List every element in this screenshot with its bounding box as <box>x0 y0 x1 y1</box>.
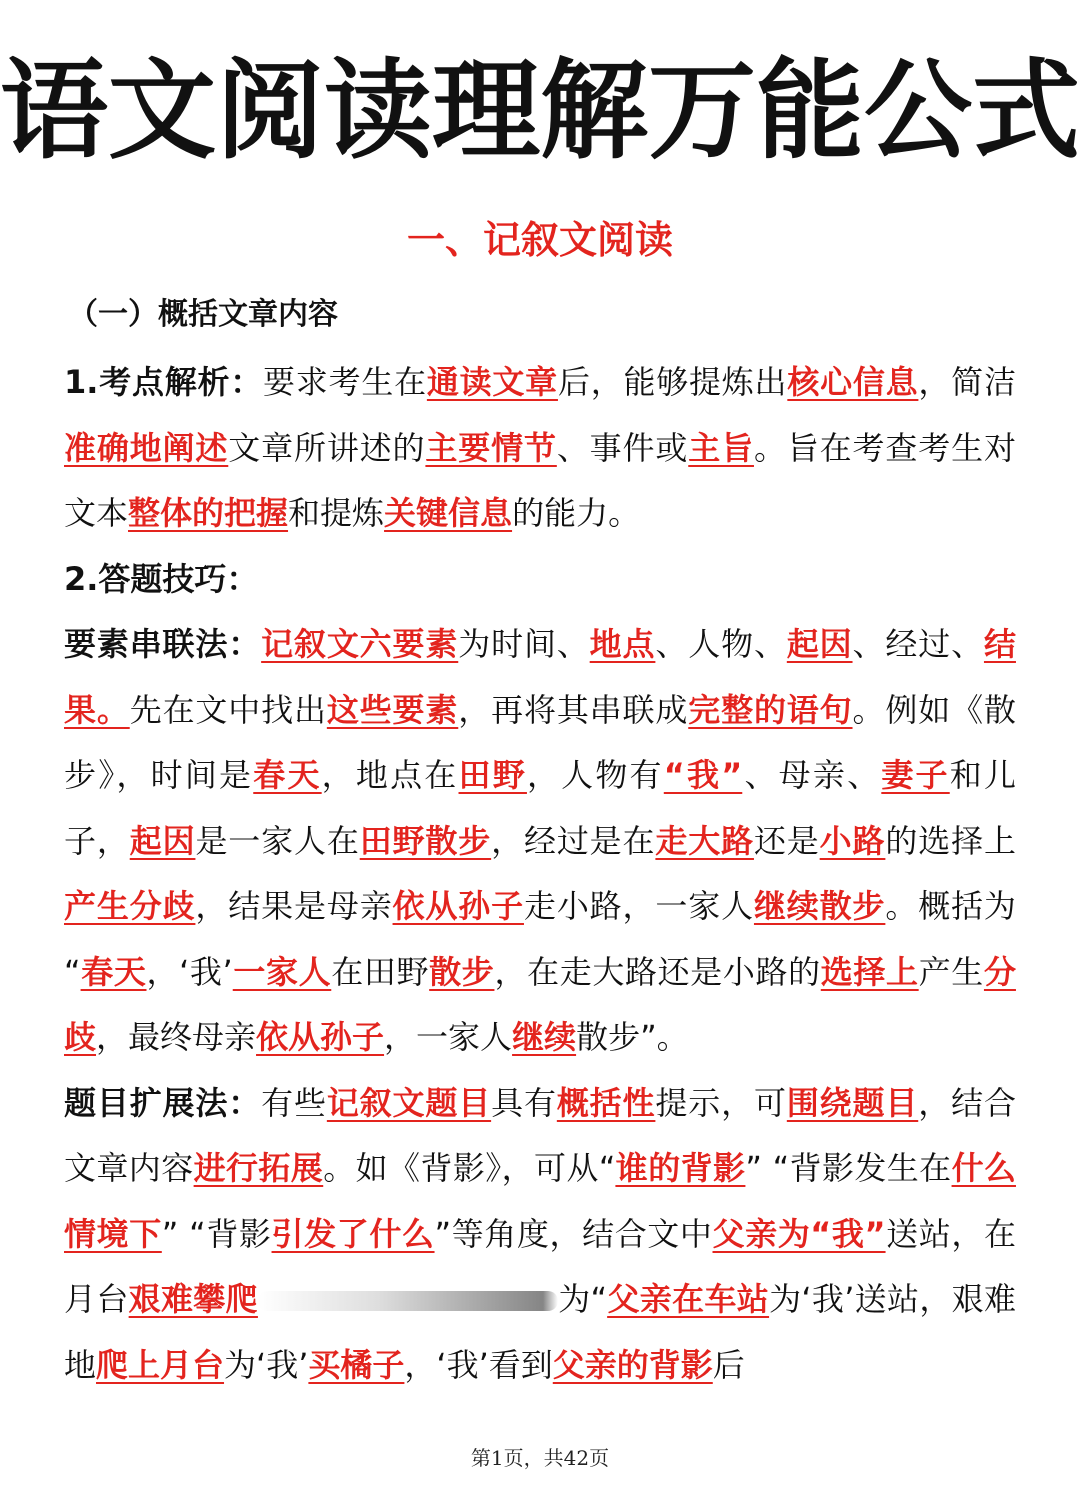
highlight: 围绕题目 <box>786 1083 919 1122</box>
highlight: 整体的把握 <box>128 494 289 532</box>
highlight: 父亲的背影 <box>552 1345 713 1384</box>
text: ，‘我’ <box>146 952 233 991</box>
text: 。例如《散步》，时间是 <box>64 690 1016 794</box>
highlight: 小路 <box>819 821 886 860</box>
highlight: 起因 <box>786 625 853 663</box>
text: ，结果是母亲 <box>195 887 393 925</box>
paragraph-exam-analysis <box>64 350 1016 547</box>
text: 产生 <box>918 952 984 991</box>
highlight: 分歧 <box>64 952 1016 1056</box>
text: 和提炼 <box>288 494 385 532</box>
highlight: 春天 <box>80 952 147 991</box>
text: 有些 <box>261 1083 327 1122</box>
blur-redaction <box>258 1291 558 1311</box>
page-title: 语文阅读理解万能公式 <box>0 49 1080 174</box>
highlight: 起因 <box>129 821 196 860</box>
highlight: 妻子 <box>881 756 950 794</box>
text: ，地点在 <box>321 756 459 794</box>
text: ”等角度，结合文中 <box>434 1214 713 1253</box>
text: 先在文中找出 <box>129 690 327 729</box>
text: 和儿子， <box>64 756 1016 860</box>
highlight: 继续散步 <box>753 887 886 925</box>
highlight: 进行拓展 <box>193 1149 324 1187</box>
text: 后 <box>712 1345 745 1384</box>
text: 。旨在考查考生对文本 <box>64 428 1016 532</box>
text: ” “背影 <box>161 1214 272 1253</box>
paragraph-title-method <box>64 1071 1016 1399</box>
text: ，‘我’看到 <box>404 1345 553 1384</box>
highlight: 走大路 <box>655 821 754 860</box>
text: ，最终母亲 <box>96 1018 257 1056</box>
highlight: 通读文章 <box>426 363 558 401</box>
paragraph-element-method <box>64 612 1016 1071</box>
text: 、母亲、 <box>742 756 882 794</box>
highlight: 核心信息 <box>787 363 919 401</box>
paragraph-label: 1.考点解析： <box>64 363 264 401</box>
highlight: 艰难攀爬 <box>128 1280 258 1318</box>
highlight: 散步 <box>429 952 495 991</box>
highlight: 什么情境下 <box>64 1149 1016 1253</box>
text: 是一家人在 <box>195 821 360 860</box>
highlight: 买橘子 <box>308 1345 405 1384</box>
text: ，一家人 <box>384 1018 513 1056</box>
highlight: 产生分歧 <box>64 887 196 925</box>
paragraph-label: 要素串联法： <box>64 625 262 663</box>
highlight: 准确地阐述 <box>64 428 229 467</box>
highlight: 爬上月台 <box>96 1345 225 1384</box>
subsection-title: （一）概括文章内容 <box>68 297 338 332</box>
highlight: 记叙文六要素 <box>261 625 459 663</box>
highlight: 这些要素 <box>326 690 459 729</box>
text: 为时间、 <box>458 625 590 663</box>
page-number: 第1页，共42页 <box>470 1446 610 1470</box>
text: 。概括为 “ <box>64 887 1016 991</box>
text: ” “背影发生在 <box>745 1149 952 1187</box>
text: 、经过、 <box>852 625 984 663</box>
text: 后，能够提炼出 <box>557 363 788 401</box>
highlight: 引发了什么 <box>271 1214 435 1253</box>
text: 文章所讲述的 <box>228 428 426 467</box>
highlight: 关键信息 <box>384 494 513 532</box>
text: ，结合文章内容 <box>64 1083 1016 1187</box>
highlight: 父亲为“我” <box>712 1214 886 1253</box>
text: ，简洁 <box>918 363 1016 401</box>
text: 提示，可 <box>655 1083 787 1122</box>
text: 走小路，一家人 <box>523 887 754 925</box>
highlight: 依从孙子 <box>256 1018 385 1056</box>
text: ，再将其串联成 <box>458 690 689 729</box>
text: 为‘我’ <box>224 1345 309 1384</box>
highlight: 继续 <box>512 1018 577 1056</box>
section-title: 一、记叙文阅读 <box>406 218 673 262</box>
text: 、人物、 <box>655 625 787 663</box>
text: ，在走大路还是小路的 <box>494 952 821 991</box>
highlight: 主要情节 <box>425 428 557 467</box>
highlight: 依从孙子 <box>392 887 524 925</box>
highlight: 结果。 <box>64 625 1016 729</box>
highlight: 父亲在车站 <box>607 1280 770 1318</box>
text: 散步”。 <box>576 1018 689 1056</box>
text: 送站，在月台 <box>64 1214 1016 1318</box>
text: 、事件或 <box>556 428 689 467</box>
text: ，人物有 <box>526 756 664 794</box>
highlight: 谁的背影 <box>615 1149 746 1187</box>
text: 在田野 <box>331 952 430 991</box>
paragraph-answer-tips <box>64 547 1016 613</box>
highlight: 田野 <box>458 756 527 794</box>
highlight: 完整的语句 <box>688 690 853 729</box>
text: 要求考生在 <box>263 363 427 401</box>
text: 。如《背影》，可从“ <box>323 1149 616 1187</box>
text: 为“ <box>557 1280 608 1318</box>
text: 具有 <box>491 1083 557 1122</box>
text: 还是 <box>753 821 820 860</box>
highlight: 主旨 <box>688 428 754 467</box>
text: 为‘我’送站，艰难地 <box>64 1280 1016 1384</box>
paragraph-label: 题目扩展法： <box>64 1083 262 1122</box>
document-body <box>64 350 1016 1398</box>
text: 的能力。 <box>512 494 641 532</box>
highlight: 选择上 <box>820 952 919 991</box>
highlight: 概括性 <box>556 1083 656 1122</box>
highlight: 地点 <box>589 625 656 663</box>
text: 的选择上 <box>885 821 1016 860</box>
highlight: “我” <box>663 756 743 794</box>
highlight: 记叙文题目 <box>326 1083 492 1122</box>
highlight: 田野散步 <box>359 821 492 860</box>
highlight: 一家人 <box>232 952 332 991</box>
text: ，经过是在 <box>491 821 656 860</box>
paragraph-label: 2.答题技巧： <box>64 559 259 598</box>
highlight: 春天 <box>253 756 322 794</box>
